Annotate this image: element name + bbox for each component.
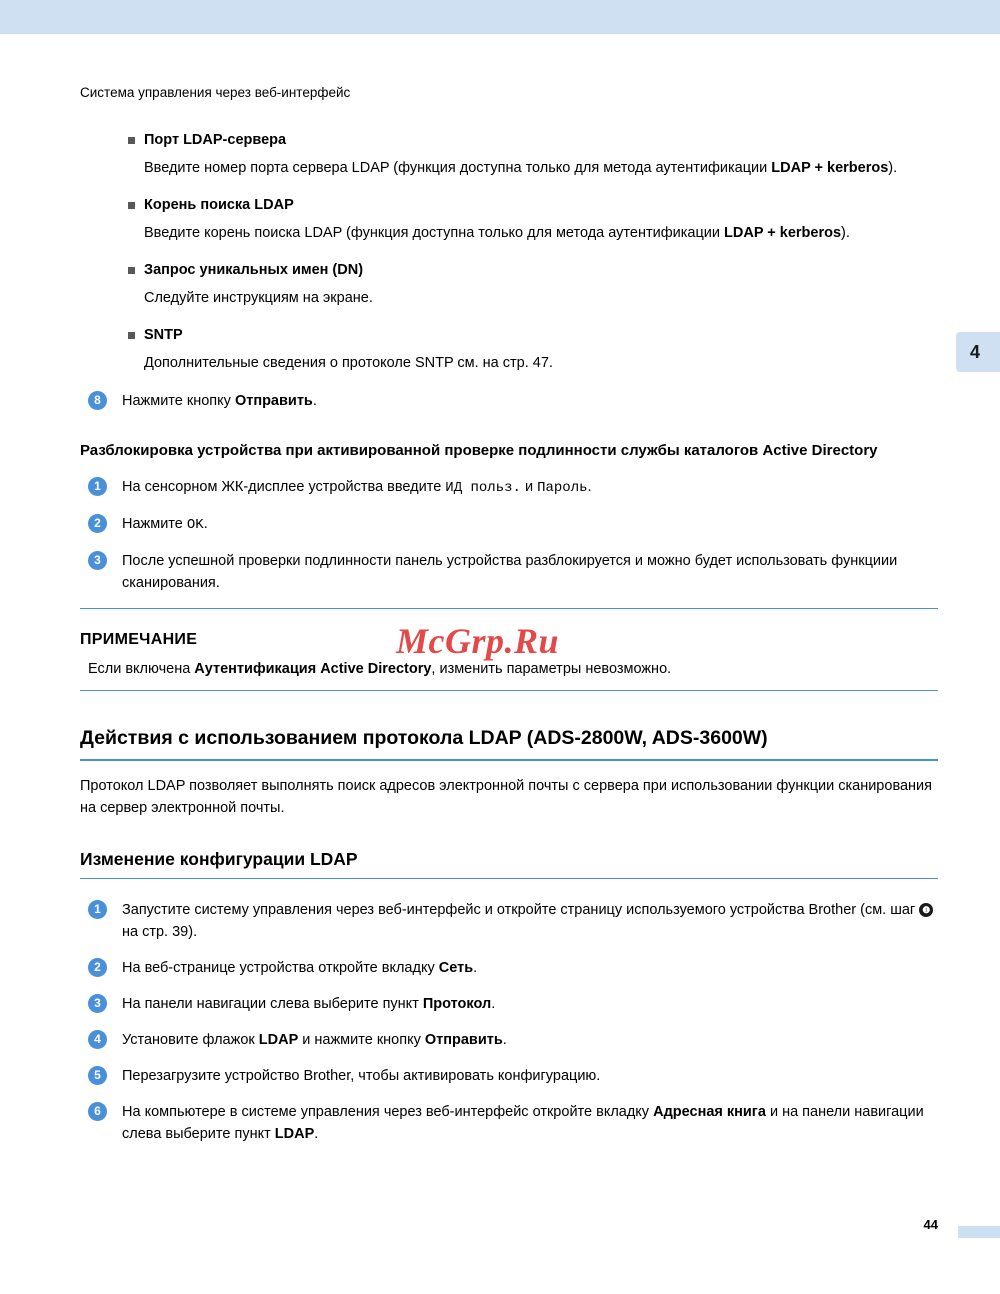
numbered-step xyxy=(80,550,938,594)
bullet-body-post: ). xyxy=(841,225,850,241)
bullet-body-pre: Введите номер порта сервера LDAP (функция доступна только для метода аутентификации xyxy=(144,160,772,176)
bullet-item xyxy=(80,325,938,346)
numbered-step xyxy=(80,390,938,412)
step-number-badge: 6 xyxy=(88,1102,107,1121)
step-text-mono-1: OK xyxy=(186,517,204,533)
step-text-bold: Адресная книга xyxy=(653,1104,766,1120)
numbered-step xyxy=(80,899,938,943)
step-text-part: . xyxy=(502,1032,507,1048)
step-text-part: и нажмите кнопку xyxy=(298,1032,425,1048)
step-text-part: На панели навигации слева выберите пункт xyxy=(122,996,423,1012)
square-bullet-icon xyxy=(128,202,135,209)
numbered-step xyxy=(80,1065,938,1087)
step-text-part: . xyxy=(491,996,496,1012)
step-text-part: На веб-странице устройства откройте вкладку xyxy=(122,960,439,976)
bullet-item xyxy=(80,260,938,281)
step-number-badge: 2 xyxy=(88,514,107,533)
square-bullet-icon xyxy=(128,267,135,274)
step-text-bold: LDAP xyxy=(258,1032,299,1048)
bullet-body-pre: Следуйте инструкциям на экране. xyxy=(144,290,373,306)
step-text-bold: LDAP xyxy=(274,1126,315,1142)
bullet-body xyxy=(80,352,938,374)
bullet-body xyxy=(80,222,938,244)
step-text-pre: Нажмите кнопку xyxy=(122,393,235,409)
footer-accent-bar xyxy=(958,1226,1000,1238)
section-rule xyxy=(80,878,938,879)
numbered-step xyxy=(80,476,938,499)
bullet-body-pre: Введите корень поиска LDAP (функция доступна только для метода аутентификации xyxy=(144,225,725,241)
step-text-part: . xyxy=(314,1126,319,1142)
bullet-item xyxy=(80,195,938,216)
step-text-mono-2: Пароль xyxy=(537,480,588,496)
bullet-body xyxy=(80,157,938,179)
bullet-title: Корень поиска LDAP xyxy=(144,197,294,213)
step-text-part: и на панели навигации слева выберите пункт xyxy=(122,1104,924,1142)
step-number-badge: 1 xyxy=(88,900,107,919)
step-text-post: . xyxy=(203,516,208,532)
note-text-bold: Аутентификация Active Directory xyxy=(194,661,432,677)
section-paragraph: Протокол LDAP позволяет выполнять поиск адресов электронной почты с сервера при использовании функции сканирования на сервер электронной почты. xyxy=(80,778,933,816)
step-text-part: . xyxy=(473,960,478,976)
chapter-tab xyxy=(956,332,1000,372)
numbered-step xyxy=(80,957,938,979)
section-heading-ldap: Действия с использованием протокола LDAP (ADS-2800W, ADS-3600W) xyxy=(80,727,768,749)
running-header: Система управления через веб-интерфейс xyxy=(80,85,351,100)
bullet-item xyxy=(80,130,938,151)
numbered-step xyxy=(80,513,938,536)
step-text-post: . xyxy=(587,479,592,495)
numbered-step xyxy=(80,1029,938,1051)
note-heading: ПРИМЕЧАНИЕ xyxy=(80,631,198,648)
section-heading-config: Изменение конфигурации LDAP xyxy=(80,849,358,869)
bullet-title: SNTP xyxy=(144,327,183,343)
chapter-tab-number: 4 xyxy=(970,342,981,362)
step-text-bold: Сеть xyxy=(438,960,474,976)
note-bottom-rule xyxy=(80,690,938,691)
step-text-part: Перезагрузите устройство Brother, чтобы активировать конфигурацию. xyxy=(122,1068,601,1084)
bullet-title: Порт LDAP-сервера xyxy=(144,132,287,148)
step-text-part: Запустите систему управления через веб-интерфейс и откройте страницу используемого устройства Brother (см. шаг xyxy=(122,902,920,918)
step-number-badge: 5 xyxy=(88,1066,107,1085)
step-text-pre: Нажмите xyxy=(122,516,187,532)
watermark: McGrp.Ru xyxy=(396,621,560,661)
section-rule xyxy=(80,759,938,761)
note-text-post: , изменить параметры невозможно. xyxy=(431,661,672,677)
step-number-badge: 2 xyxy=(88,958,107,977)
step-number-badge: 3 xyxy=(88,551,107,570)
note-top-rule xyxy=(80,608,938,609)
step-number-badge: 1 xyxy=(88,477,107,496)
step-text-pre: После успешной проверки подлинности панель устройства разблокируется и можно будет использовать функциии сканирования. xyxy=(122,553,898,591)
page-number: 44 xyxy=(923,1217,938,1232)
numbered-step xyxy=(80,993,938,1015)
step-text-part: На компьютере в системе управления через веб-интерфейс откройте вкладку xyxy=(122,1104,654,1120)
step-text-part: Установите флажок xyxy=(122,1032,259,1048)
step-text-mid: и xyxy=(520,479,538,495)
step-text-bold: Отправить xyxy=(234,393,313,409)
page-top-band xyxy=(0,0,1000,34)
bullet-body-post: ). xyxy=(888,160,898,176)
step-number-badge: 3 xyxy=(88,994,107,1013)
step-text-bold: Отправить xyxy=(424,1032,503,1048)
step-text-part: на стр. 39). xyxy=(122,924,198,940)
step-text-mono-1: ИД польз. xyxy=(445,480,521,496)
bullet-body-bold: LDAP + kerberos xyxy=(724,225,842,241)
subheading-unlock: Разблокировка устройства при активированной проверке подлинности службы каталогов Active Directory xyxy=(80,442,878,459)
config-steps-list xyxy=(80,899,938,1145)
square-bullet-icon xyxy=(128,137,135,144)
bullet-body-pre: Дополнительные сведения о протоколе SNTP см. на стр. 47. xyxy=(144,355,553,371)
note-text-pre: Если включена xyxy=(88,661,195,677)
page-top-band-inner xyxy=(0,0,1000,34)
inline-step-ref-icon: ❶ xyxy=(919,903,933,917)
step-text-post: . xyxy=(312,393,317,409)
step-text-bold: Протокол xyxy=(422,996,492,1012)
step-number-badge: 4 xyxy=(88,1030,107,1049)
bullet-body xyxy=(80,287,938,309)
numbered-step xyxy=(80,1101,938,1145)
square-bullet-icon xyxy=(128,332,135,339)
bullet-title: Запрос уникальных имен (DN) xyxy=(144,262,364,278)
step-number-badge: 8 xyxy=(88,391,107,410)
step-text-pre: На сенсорном ЖК-дисплее устройства введите xyxy=(122,479,446,495)
bullet-body-bold: LDAP + kerberos xyxy=(771,160,889,176)
